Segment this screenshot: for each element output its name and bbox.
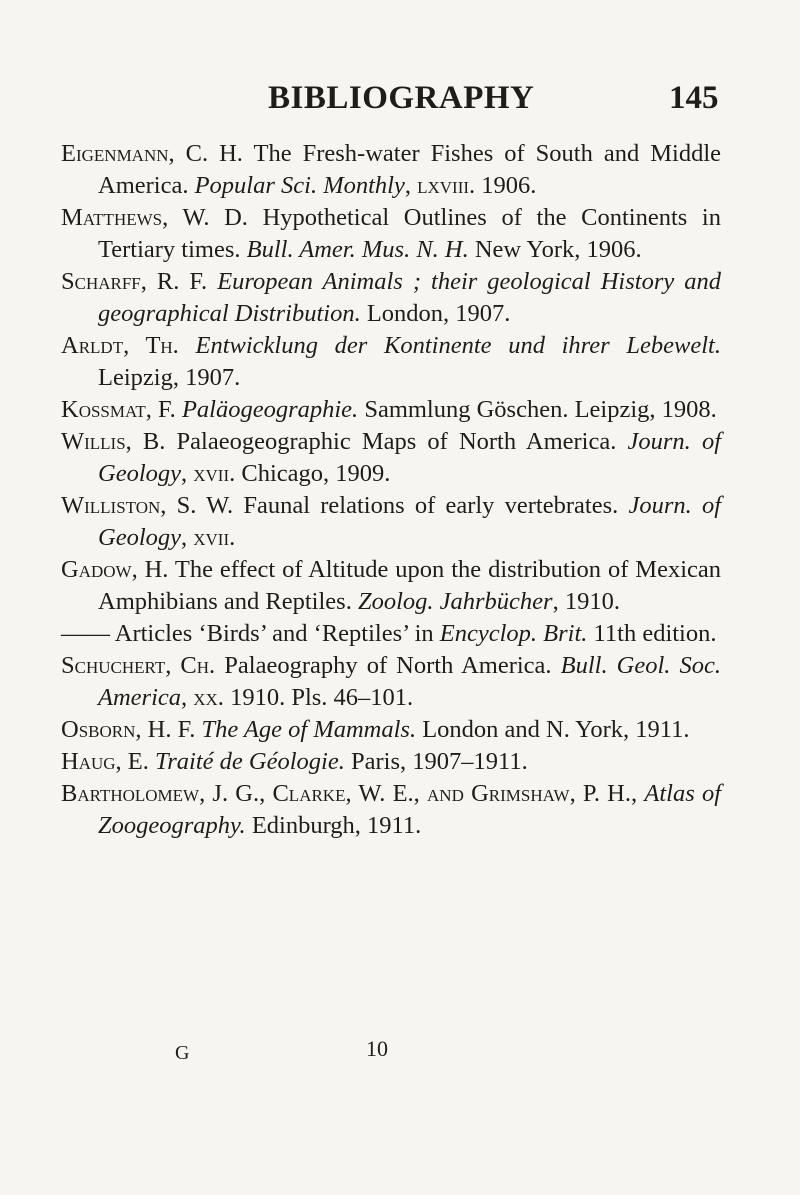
entry-text: Paris, 1907–1911.: [344, 748, 528, 775]
entry-author: Eigenmann, C. H.: [61, 140, 243, 167]
entry-text: 1910. Pls. 46–101.: [223, 684, 414, 711]
bibliography-entry: [61, 746, 721, 778]
entry-text: ,: [181, 524, 194, 551]
entry-book-title: Traité de Géologie.: [155, 748, 345, 775]
entry-text: London, 1907.: [360, 300, 511, 327]
entry-text: , 1910.: [552, 588, 620, 615]
entry-text: New York, 1906.: [468, 236, 642, 263]
entry-author: Osborn, H. F.: [61, 716, 196, 743]
entry-journal: Bull. Geol. Soc. America: [98, 652, 721, 711]
entry-text: ,: [181, 684, 194, 711]
entry-text: Palaeography of North America.: [215, 652, 561, 679]
entry-text: The effect of Altitude upon the distribution of Mexican Amphibians and Reptiles.: [98, 556, 721, 615]
entry-journal: Zoolog. Jahrbücher: [357, 588, 553, 615]
entry-text: London and N. York, 1911.: [416, 716, 690, 743]
entry-author: Bartholomew, J. G., Clarke, W. E., and Grimshaw, P. H.,: [61, 780, 638, 807]
entry-author: Haug, E.: [61, 748, 149, 775]
entry-text: 1906.: [475, 172, 537, 199]
running-title: BIBLIOGRAPHY: [268, 80, 535, 116]
entry-book-title: Paläogeographie.: [181, 396, 359, 423]
entry-text: Sammlung Göschen. Leipzig, 1908.: [358, 396, 717, 423]
bibliography-entry: [61, 714, 721, 746]
entry-text: Leipzig, 1907.: [98, 364, 241, 391]
entry-text: Edinburgh, 1911.: [245, 812, 422, 839]
gathering-number: 10: [366, 1036, 388, 1061]
entry-book-title: Atlas of Zoogeography.: [98, 780, 722, 839]
entry-text: 11th edition.: [587, 620, 717, 647]
entry-text: Hypothetical Outlines of the Continents in Tertiary times.: [98, 204, 721, 263]
entry-book-title: The Age of Mammals.: [201, 716, 417, 743]
entry-text: ,: [181, 460, 194, 487]
bibliography-entry: [61, 266, 721, 330]
entry-journal: Popular Sci. Monthly: [194, 172, 405, 199]
entry-text: [179, 332, 196, 359]
entry-journal: Journ. of Geology: [98, 428, 721, 487]
entry-author: Matthews, W. D.: [61, 204, 248, 231]
entry-text: Chicago, 1909.: [235, 460, 391, 487]
bibliography-entry: [61, 202, 721, 266]
page-header: [0, 78, 800, 118]
bibliography-entry: [61, 138, 721, 202]
entry-author: Willis, B.: [61, 428, 166, 455]
entry-author: Williston, S. W.: [61, 492, 234, 519]
bibliography-entry: [61, 490, 721, 554]
entry-text: [207, 268, 217, 295]
entry-volume: xvii.: [193, 460, 236, 487]
entry-book-title: European Animals ; their geological History and geographical Distribution.: [98, 268, 722, 327]
entry-author: Kossmat, F.: [61, 396, 176, 423]
bibliography-entry: [61, 650, 721, 714]
bibliography-list: [61, 138, 721, 842]
entry-volume: xx.: [193, 684, 224, 711]
entry-author: Arldt, Th.: [61, 332, 179, 359]
page-footer: [0, 1036, 800, 1066]
entry-author: Schuchert, Ch.: [61, 652, 216, 679]
entry-text: Faunal relations of early vertebrates.: [233, 492, 629, 519]
entry-text: ,: [404, 172, 418, 199]
bibliography-entry: [61, 426, 721, 490]
entry-author: Scharff, R. F.: [61, 268, 208, 295]
page-number: 145: [669, 80, 719, 116]
bibliography-entry: [61, 554, 721, 618]
entry-journal: Encyclop. Brit.: [439, 620, 588, 647]
entry-text: Palaeogeographic Maps of North America.: [165, 428, 628, 455]
entry-text: Articles ‘Birds’ and ‘Reptiles’ in: [110, 620, 440, 647]
entry-book-title: Entwicklung der Kontinente und ihrer Lebewelt.: [195, 332, 721, 359]
bibliography-entry: [61, 618, 721, 650]
bibliography-entry: [61, 778, 721, 842]
signature-mark: G: [175, 1042, 190, 1064]
entry-journal: Bull. Amer. Mus. N. H.: [246, 236, 469, 263]
entry-volume: xvii.: [193, 524, 236, 551]
bibliography-entry: [61, 330, 721, 394]
entry-author: Gadow, H.: [61, 556, 169, 583]
entry-text: The Fresh-water Fishes of South and Middle America.: [98, 140, 721, 199]
bibliography-entry: [61, 394, 721, 426]
ditto-dash: ——: [61, 620, 110, 647]
entry-journal: Journ. of Geology: [98, 492, 722, 551]
entry-volume: lxviii.: [417, 172, 476, 199]
